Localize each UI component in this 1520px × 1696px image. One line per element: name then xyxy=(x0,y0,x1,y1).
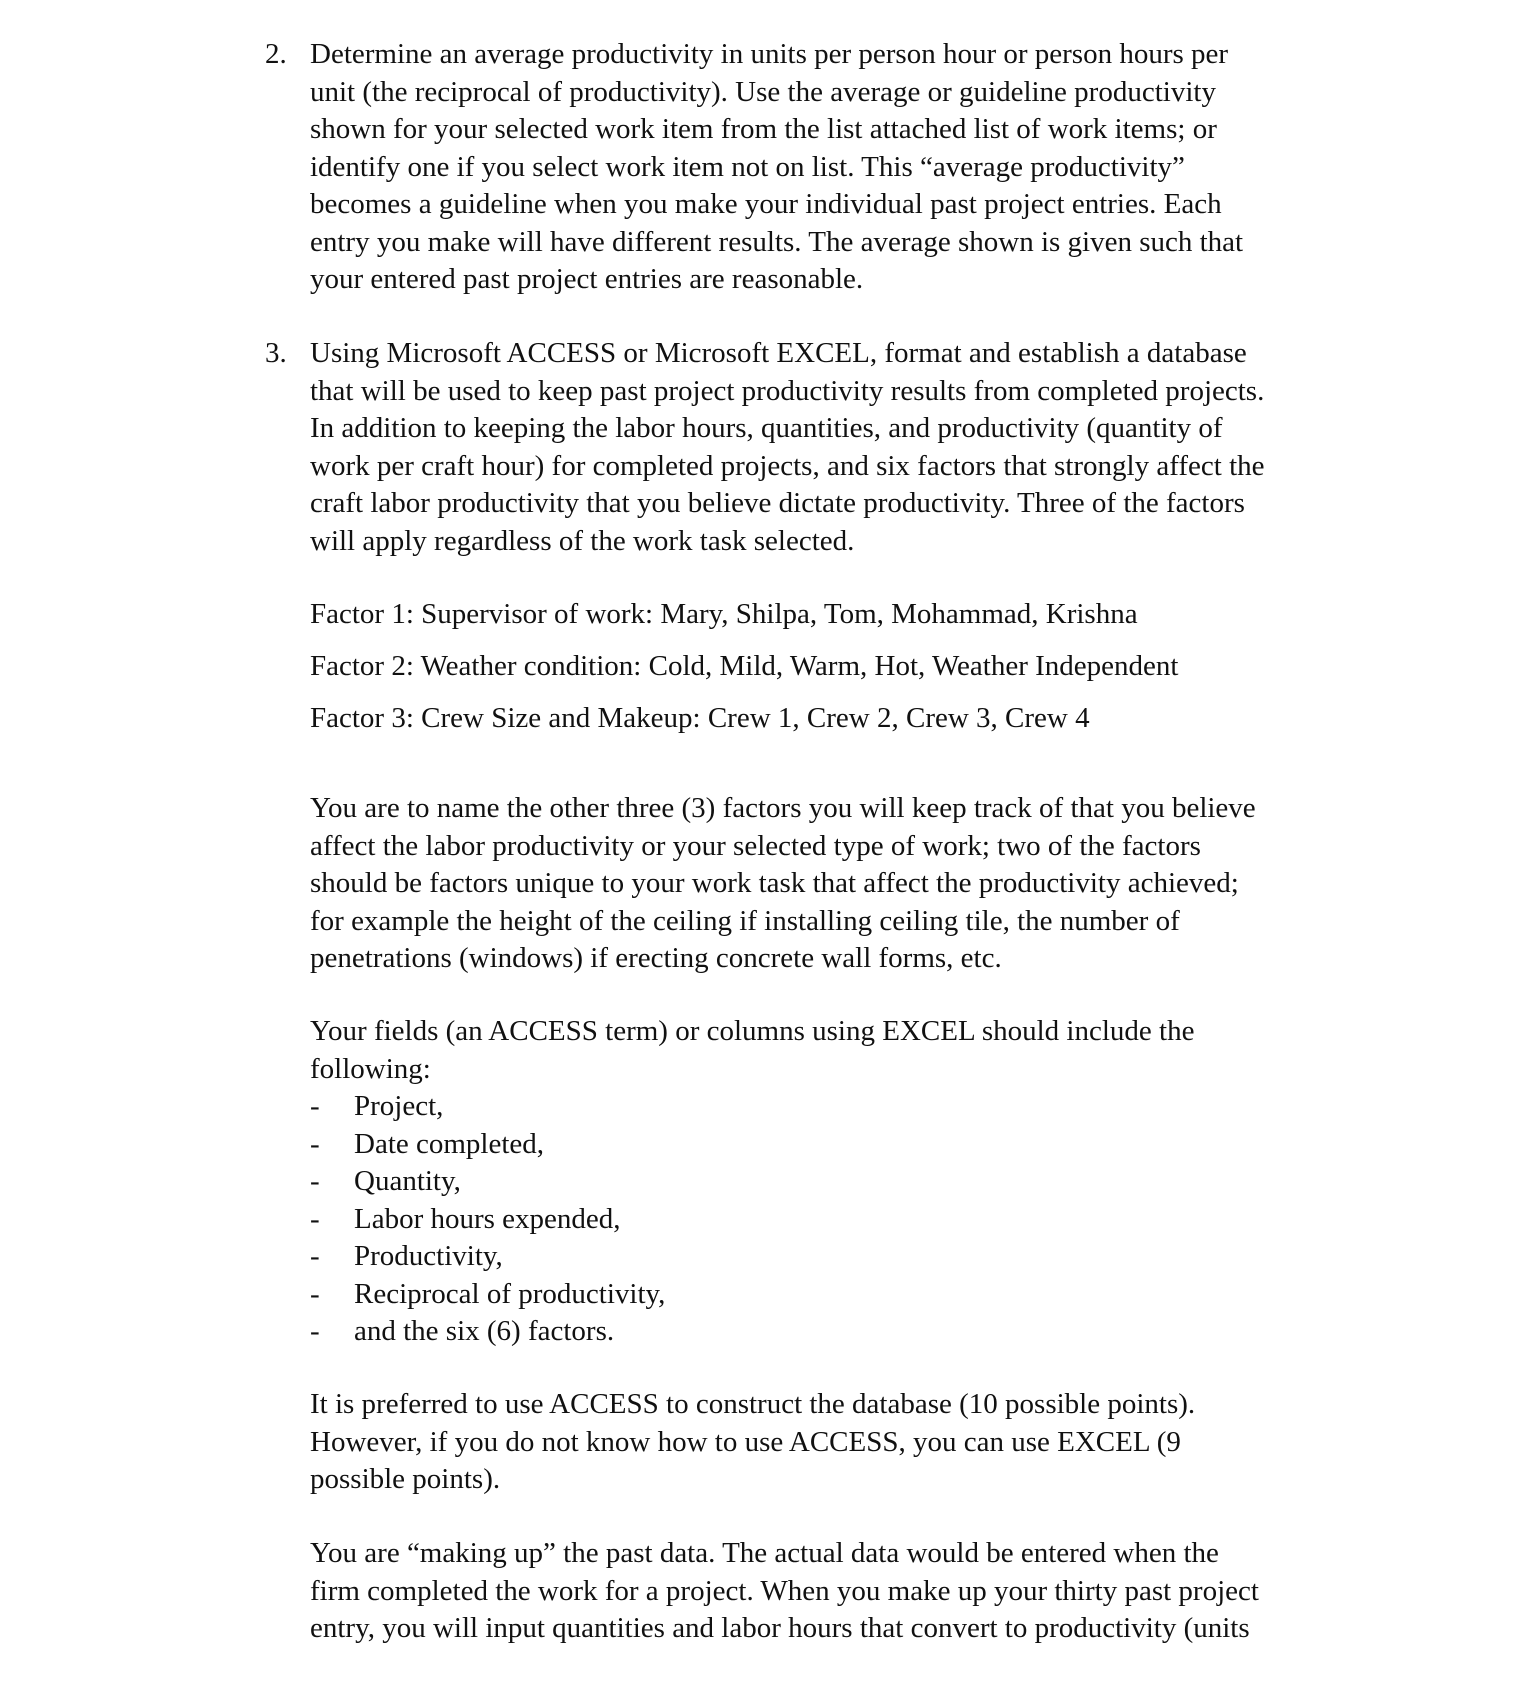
list-item xyxy=(310,1238,1110,1276)
text-line: craft labor productivity that you believe dictate productivity. Three of the factors xyxy=(310,487,1245,519)
field-name: Labor hours expended, xyxy=(354,1202,621,1235)
text-line: identify one if you select work item not on list. This “average productivity” xyxy=(310,150,1185,183)
text-line: work per craft hour) for completed projects, and six factors that strongly affect the xyxy=(310,449,1265,482)
list-item-3-text xyxy=(310,335,1325,560)
text-line: that will be used to keep past project productivity results from completed projects. xyxy=(310,374,1265,407)
field-name: Productivity, xyxy=(354,1240,503,1272)
other-factors-paragraph xyxy=(310,790,1330,978)
field-name: Project, xyxy=(354,1090,444,1122)
fields-list xyxy=(310,1088,1110,1351)
list-item-2-text xyxy=(310,36,1325,299)
list-item xyxy=(310,1313,1110,1351)
dash-bullet: - xyxy=(310,1240,320,1272)
text-line: affect the labor productivity or your selected type of work; two of the factors xyxy=(310,829,1201,862)
list-item-3 xyxy=(265,335,1325,560)
text-line: firm completed the work for a project. When you make up your thirty past project xyxy=(310,1574,1259,1607)
text-line: You are “making up” the past data. The actual data would be entered when the xyxy=(310,1537,1219,1569)
list-item xyxy=(310,1088,1110,1126)
list-item xyxy=(310,1201,1110,1239)
text-line: will apply regardless of the work task selected. xyxy=(310,524,855,557)
text-line: following: xyxy=(310,1052,431,1085)
text-line: In addition to keeping the labor hours, quantities, and productivity (quantity of xyxy=(310,412,1223,444)
list-item-2 xyxy=(265,36,1325,299)
list-item-number: 3. xyxy=(265,337,287,369)
factor-3: Factor 3: Crew Size and Makeup: Crew 1, Crew 2, Crew 3, Crew 4 xyxy=(310,702,1090,734)
dash-bullet: - xyxy=(310,1127,320,1160)
text-line: Using Microsoft ACCESS or Microsoft EXCEL, format and establish a database xyxy=(310,337,1247,369)
dash-bullet: - xyxy=(310,1202,320,1235)
text-line: penetrations (windows) if erecting concrete wall forms, etc. xyxy=(310,942,1002,974)
dash-bullet: - xyxy=(310,1165,320,1197)
text-line: should be factors unique to your work task that affect the productivity achieved; xyxy=(310,867,1239,899)
text-line: Determine an average productivity in units per person hour or person hours per xyxy=(310,38,1229,70)
list-item-number: 2. xyxy=(265,38,287,70)
field-name: and the six (6) factors. xyxy=(354,1315,615,1347)
text-line: unit (the reciprocal of productivity). Use the average or guideline productivity xyxy=(310,75,1216,108)
text-line: for example the height of the ceiling if installing ceiling tile, the number of xyxy=(310,904,1180,937)
fields-paragraph xyxy=(310,1013,1330,1088)
making-up-paragraph xyxy=(310,1535,1330,1648)
factor-1: Factor 1: Supervisor of work: Mary, Shilpa, Tom, Mohammad, Krishna xyxy=(310,598,1138,630)
preference-paragraph xyxy=(310,1386,1330,1499)
factor-2: Factor 2: Weather condition: Cold, Mild, Warm, Hot, Weather Independent xyxy=(310,650,1179,682)
list-item xyxy=(310,1126,1110,1164)
text-line: You are to name the other three (3) factors you will keep track of that you believe xyxy=(310,792,1256,824)
text-line: It is preferred to use ACCESS to construct the database (10 possible points). xyxy=(310,1388,1196,1420)
list-item xyxy=(310,1276,1110,1314)
text-line: shown for your selected work item from the list attached list of work items; or xyxy=(310,113,1217,145)
field-name: Reciprocal of productivity, xyxy=(354,1277,666,1310)
text-line: Your fields (an ACCESS term) or columns using EXCEL should include the xyxy=(310,1015,1195,1047)
dash-bullet: - xyxy=(310,1315,320,1347)
list-item xyxy=(310,1163,1110,1201)
field-name: Date completed, xyxy=(354,1127,545,1160)
text-line: However, if you do not know how to use ACCESS, you can use EXCEL (9 xyxy=(310,1425,1181,1458)
text-line: entry, you will input quantities and labor hours that convert to productivity (units xyxy=(310,1612,1250,1644)
text-line: entry you make will have different results. The average shown is given such that xyxy=(310,225,1244,258)
dash-bullet: - xyxy=(310,1090,320,1122)
text-line: possible points). xyxy=(310,1463,501,1495)
dash-bullet: - xyxy=(310,1277,320,1310)
text-line: becomes a guideline when you make your individual past project entries. Each xyxy=(310,188,1222,220)
field-name: Quantity, xyxy=(354,1165,461,1197)
text-line: your entered past project entries are reasonable. xyxy=(310,263,864,295)
